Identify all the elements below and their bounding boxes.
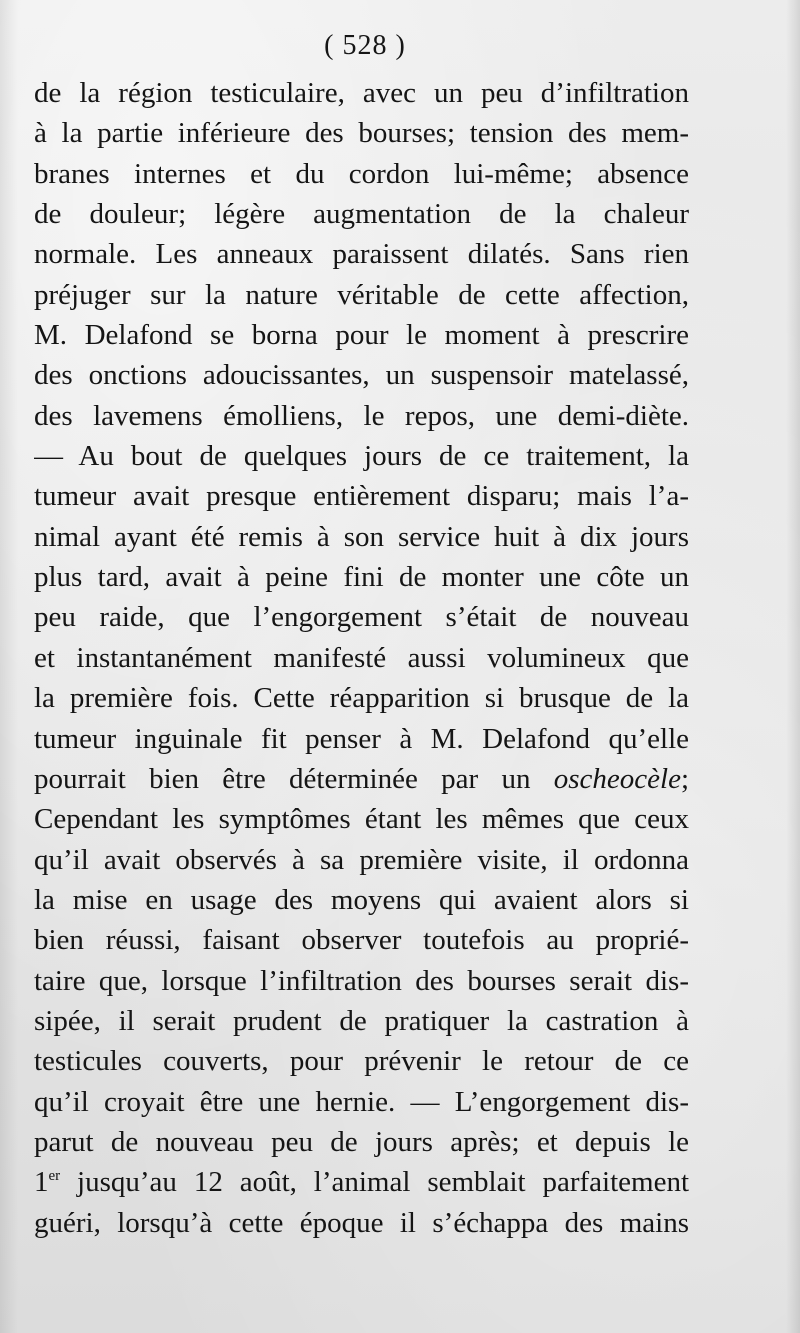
text-line: tumeur avait presque entièrement disparu; mais l’a- bbox=[34, 480, 689, 513]
text-line: normale. Les anneaux paraissent dilatés. Sans rien bbox=[34, 238, 689, 271]
text-line: des onctions adoucissantes, un suspensoir matelassé, bbox=[34, 359, 689, 392]
text-line: guéri, lorsqu’à cette époque il s’échappa des mains bbox=[34, 1206, 689, 1239]
text-line: de douleur; légère augmentation de la chaleur bbox=[34, 198, 689, 231]
text-line: M. Delafond se borna pour le moment à prescrire bbox=[34, 319, 689, 352]
text-line: de la région testiculaire, avec un peu d’infiltration bbox=[34, 77, 689, 109]
text-line: taire que, lorsque l’infiltration des bourses serait dis- bbox=[34, 964, 689, 997]
text-line: parut de nouveau peu de jours après; et depuis le bbox=[34, 1125, 689, 1158]
text-line: tumeur inguinale fit penser à M. Delafond qu’elle bbox=[34, 722, 689, 755]
text-line: qu’il avait observés à sa première visite, il ordonna bbox=[34, 843, 689, 876]
page-number: ( 528 ) bbox=[324, 30, 406, 61]
text-line: peu raide, que l’engorgement s’était de nouveau bbox=[34, 601, 689, 634]
text-line: testicules couverts, pour prévenir le retour de ce bbox=[34, 1045, 689, 1078]
text-line: — Au bout de quelques jours de ce traitement, la bbox=[34, 440, 689, 473]
text-line: la première fois. Cette réapparition si brusque de la bbox=[34, 682, 689, 715]
text-segment: ; bbox=[680, 762, 689, 795]
text-line: branes internes et du cordon lui-même; absence bbox=[34, 157, 689, 190]
text-line-with-term bbox=[34, 759, 689, 799]
italic-term: oscheocèle bbox=[553, 762, 681, 795]
text-line: la mise en usage des moyens qui avaient alors si bbox=[34, 883, 689, 916]
text-line: plus tard, avait à peine fini de monter une côte un bbox=[34, 561, 689, 594]
text-line-with-ordinal bbox=[34, 1162, 689, 1202]
ordinal-number: 1 bbox=[34, 1166, 49, 1199]
text-segment: pourrait bien être déterminée par un bbox=[34, 762, 554, 795]
text-line: bien réussi, faisant observer toutefois au proprié- bbox=[34, 924, 689, 957]
text-line: sipée, il serait prudent de pratiquer la castration à bbox=[34, 1004, 689, 1037]
body-text bbox=[34, 73, 689, 1243]
text-line: qu’il croyait être une hernie. — L’engorgement dis- bbox=[34, 1085, 689, 1118]
text-line: nimal ayant été remis à son service huit à dix jours bbox=[34, 520, 689, 553]
text-line: des lavemens émolliens, le repos, une demi-diète. bbox=[34, 399, 689, 432]
text-segment: jusqu’au 12 août, l’animal semblait parfaitement bbox=[60, 1166, 689, 1199]
text-line: et instantanément manifesté aussi volumineux que bbox=[34, 641, 689, 674]
text-line: Cependant les symptômes étant les mêmes que ceux bbox=[34, 803, 689, 836]
text-line: préjuger sur la nature véritable de cette affection, bbox=[34, 278, 689, 311]
text-line: à la partie inférieure des bourses; tension des mem- bbox=[34, 117, 689, 150]
ordinal-superscript: er bbox=[48, 1168, 61, 1185]
